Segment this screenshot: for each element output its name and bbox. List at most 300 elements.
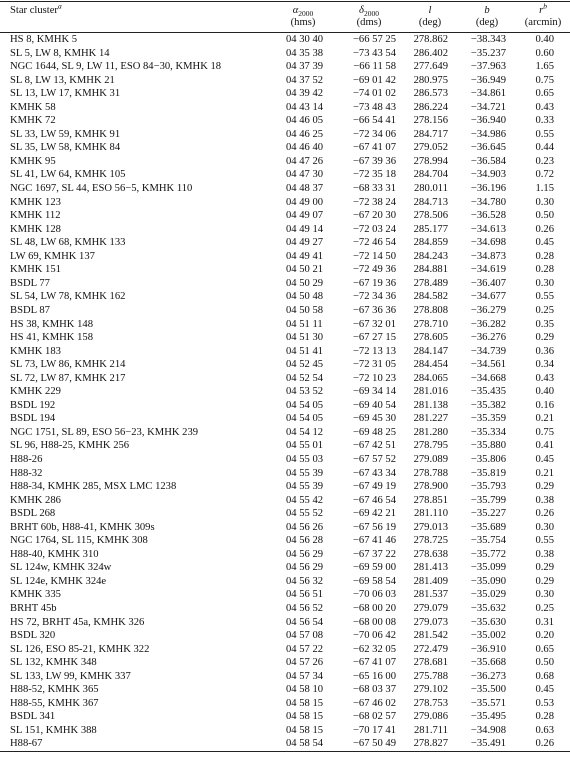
cell-b: −35.793 — [470, 481, 506, 493]
table-row — [0, 426, 570, 440]
cell-dec: −67 42 51 — [352, 440, 396, 452]
cell-dec: −72 34 36 — [352, 291, 396, 303]
cell-ra: 04 56 32 — [286, 575, 324, 587]
cell-cluster-name: KMHK 151 — [10, 264, 61, 276]
cell-l: 278.156 — [413, 115, 448, 127]
cell-radius: 0.28 — [535, 711, 554, 723]
cell-dec: −72 10 23 — [352, 372, 396, 384]
cell-b: −35.772 — [470, 548, 506, 560]
cell-l: 278.605 — [413, 332, 448, 344]
cell-b: −36.528 — [470, 210, 506, 222]
cell-b: −36.645 — [470, 142, 506, 154]
cell-dec: −68 02 57 — [352, 711, 396, 723]
cell-l: 280.975 — [413, 74, 448, 86]
cell-ra: 04 54 05 — [286, 413, 324, 425]
cell-ra: 04 46 05 — [286, 115, 324, 127]
cell-dec: −66 54 41 — [352, 115, 396, 127]
cell-b: −35.002 — [470, 630, 506, 642]
cell-b: −36.276 — [470, 332, 506, 344]
header-r-symbol: r — [539, 5, 544, 16]
cell-ra: 04 55 39 — [286, 467, 324, 479]
cell-cluster-name: KMHK 95 — [10, 155, 56, 167]
cell-ra: 04 57 34 — [286, 670, 324, 682]
cell-dec: −69 01 42 — [352, 74, 396, 86]
header-b — [458, 2, 516, 17]
table-row — [0, 561, 570, 575]
cell-b: −35.571 — [470, 697, 506, 709]
cell-radius: 0.30 — [535, 521, 554, 533]
cell-ra: 04 47 30 — [286, 169, 324, 181]
cell-dec: −72 34 06 — [352, 128, 396, 140]
cell-l: 278.638 — [413, 548, 448, 560]
header-name-unit — [0, 17, 270, 33]
cell-l: 284.717 — [413, 128, 448, 140]
cell-cluster-name: HS 8, KMHK 5 — [10, 34, 78, 46]
cell-l: 278.851 — [413, 494, 448, 506]
cell-ra: 04 58 54 — [270, 737, 336, 751]
table-row — [0, 439, 570, 453]
cell-l: 278.827 — [402, 737, 458, 751]
cell-cluster-name: SL 132, KMHK 348 — [10, 657, 97, 669]
cell-ra: 04 56 51 — [286, 589, 324, 601]
cell-b: −34.908 — [470, 724, 506, 736]
table-row — [0, 385, 570, 399]
cell-l: 284.881 — [413, 264, 448, 276]
cell-cluster-name: SL 5, LW 8, KMHK 14 — [10, 47, 110, 59]
cell-dec: −67 41 07 — [352, 142, 396, 154]
cell-b: −35.632 — [470, 602, 506, 614]
cell-b: −34.721 — [470, 101, 506, 113]
cell-radius: 0.40 — [535, 386, 554, 398]
cell-dec: −66 57 25 — [352, 34, 396, 46]
cell-cluster-name: BSDL 77 — [10, 277, 50, 289]
cell-radius: 0.38 — [535, 494, 554, 506]
cell-cluster-name: BSDL 341 — [10, 711, 56, 723]
cell-l: 279.102 — [413, 684, 448, 696]
cell-cluster-name: SL 96, H88-25, KMHK 256 — [10, 440, 130, 452]
cell-dec: −72 46 54 — [352, 237, 396, 249]
cell-b: −35.090 — [470, 575, 506, 587]
table-row — [0, 737, 570, 751]
cell-ra: 04 57 08 — [286, 630, 324, 642]
cell-l: 284.243 — [413, 250, 448, 262]
table-row — [0, 724, 570, 738]
cell-radius: 0.75 — [535, 426, 554, 438]
cell-l: 281.227 — [413, 413, 448, 425]
cell-radius: 0.55 — [535, 535, 554, 547]
header-r — [516, 2, 570, 17]
cell-l: 279.089 — [413, 453, 448, 465]
table-row — [0, 182, 570, 196]
cell-l: 281.537 — [413, 589, 448, 601]
table-row — [0, 277, 570, 291]
cell-l: 278.681 — [413, 657, 448, 669]
cell-b: −36.940 — [470, 115, 506, 127]
cell-ra: 04 39 42 — [286, 88, 324, 100]
table-row — [0, 467, 570, 481]
cell-cluster-name: SL 124w, KMHK 324w — [10, 562, 112, 574]
cell-cluster-name: SL 8, LW 13, KMHK 21 — [10, 74, 115, 86]
cell-b: −35.495 — [470, 711, 506, 723]
cell-l: 286.224 — [413, 101, 448, 113]
table-row — [0, 643, 570, 657]
cell-b: −35.382 — [470, 399, 506, 411]
table-row — [0, 304, 570, 318]
header-dec-unit: (dms) — [336, 17, 402, 33]
table-row — [0, 209, 570, 223]
cell-ra: 04 58 15 — [286, 697, 324, 709]
table-row — [0, 480, 570, 494]
header-l — [402, 2, 458, 17]
table-row — [0, 141, 570, 155]
table-row — [0, 697, 570, 711]
cell-ra: 04 56 28 — [286, 535, 324, 547]
cell-l: 272.479 — [413, 643, 448, 655]
cell-b: −34.619 — [470, 264, 506, 276]
table-row — [0, 372, 570, 386]
cell-cluster-name: NGC 1697, SL 44, ESO 56−5, KMHK 110 — [10, 183, 193, 195]
table-row — [0, 494, 570, 508]
cell-cluster-name: BRHT 45b — [10, 602, 57, 614]
cell-dec: −69 34 14 — [352, 386, 396, 398]
cell-l: 281.409 — [413, 575, 448, 587]
cell-l: 279.013 — [413, 521, 448, 533]
star-cluster-table — [0, 1, 570, 752]
cell-ra: 04 58 15 — [286, 724, 324, 736]
table-header — [0, 2, 570, 33]
header-dec-symbol: δ — [359, 5, 364, 16]
cell-cluster-name: KMHK 72 — [10, 115, 56, 127]
cell-dec: −67 56 19 — [352, 521, 396, 533]
cell-dec: −69 48 25 — [352, 426, 396, 438]
cell-cluster-name: BSDL 192 — [10, 399, 56, 411]
cell-b: −35.491 — [458, 737, 516, 751]
table-body — [0, 33, 570, 752]
cell-cluster-name: SL 151, KMHK 388 — [10, 724, 97, 736]
cell-radius: 0.45 — [535, 237, 554, 249]
cell-dec: −62 32 05 — [352, 643, 396, 655]
cell-ra: 04 56 26 — [286, 521, 324, 533]
cell-cluster-name: BSDL 194 — [10, 413, 56, 425]
cell-b: −35.630 — [470, 616, 506, 628]
cell-dec: −72 14 50 — [352, 250, 396, 262]
cell-b: −36.196 — [470, 183, 506, 195]
cell-radius: 0.30 — [535, 196, 554, 208]
cell-l: 278.900 — [413, 481, 448, 493]
cell-radius: 0.55 — [535, 291, 554, 303]
cell-cluster-name: SL 72, LW 87, KMHK 217 — [10, 372, 126, 384]
cell-l: 284.454 — [413, 359, 448, 371]
cell-cluster-name: KMHK 183 — [10, 345, 61, 357]
cell-dec: −65 16 00 — [352, 670, 396, 682]
table-row — [0, 670, 570, 684]
cell-b: −38.343 — [470, 34, 506, 46]
cell-ra: 04 56 52 — [286, 602, 324, 614]
header-star-cluster — [0, 2, 270, 17]
cell-b: −35.359 — [470, 413, 506, 425]
cell-b: −35.237 — [470, 47, 506, 59]
header-dec — [336, 2, 402, 17]
cell-l: 286.573 — [413, 88, 448, 100]
header-ra-symbol: α — [292, 5, 299, 16]
cell-radius: 0.16 — [535, 399, 554, 411]
cell-l: 279.052 — [413, 142, 448, 154]
cell-radius: 1.65 — [535, 61, 554, 73]
cell-radius: 0.68 — [535, 670, 554, 682]
cell-dec: −72 03 24 — [352, 223, 396, 235]
cell-l: 281.711 — [413, 724, 448, 736]
table-row — [0, 47, 570, 61]
cell-b: −36.407 — [470, 277, 506, 289]
header-ra-epoch: 2000 — [298, 9, 314, 19]
cell-dec: −67 57 52 — [352, 453, 396, 465]
cell-radius: 0.50 — [535, 210, 554, 222]
cell-radius: 0.29 — [535, 332, 554, 344]
cell-radius: 0.25 — [535, 602, 554, 614]
cell-cluster-name: SL 48, LW 68, KMHK 133 — [10, 237, 126, 249]
table-row — [0, 236, 570, 250]
cell-l: 281.542 — [413, 630, 448, 642]
table-row — [0, 616, 570, 630]
cell-l: 279.073 — [413, 616, 448, 628]
table-row — [0, 453, 570, 467]
cell-dec: −74 01 02 — [352, 88, 396, 100]
cell-cluster-name: NGC 1751, SL 89, ESO 56−23, KMHK 239 — [10, 426, 199, 438]
cell-ra: 04 55 52 — [286, 508, 324, 520]
cell-radius: 0.31 — [535, 616, 554, 628]
cell-ra: 04 37 52 — [286, 74, 324, 86]
cell-dec: −67 37 22 — [352, 548, 396, 560]
table-row — [0, 588, 570, 602]
cell-radius: 0.53 — [535, 697, 554, 709]
cell-b: −36.282 — [470, 318, 506, 330]
cell-l: 284.859 — [413, 237, 448, 249]
cell-dec: −69 45 30 — [352, 413, 396, 425]
cell-l: 286.402 — [413, 47, 448, 59]
cell-l: 275.788 — [413, 670, 448, 682]
cell-l: 278.795 — [413, 440, 448, 452]
cell-cluster-name: BRHT 60b, H88-41, KMHK 309s — [10, 521, 155, 533]
cell-b: −36.279 — [470, 304, 506, 316]
cell-l: 278.994 — [413, 155, 448, 167]
cell-dec: −67 39 36 — [352, 155, 396, 167]
table-row — [0, 534, 570, 548]
header-ra-unit: (hms) — [270, 17, 336, 33]
cell-radius: 0.28 — [535, 264, 554, 276]
cell-b: −34.739 — [470, 345, 506, 357]
cell-ra: 04 49 00 — [286, 196, 324, 208]
table-row — [0, 60, 570, 74]
cell-cluster-name: HS 41, KMHK 158 — [10, 332, 93, 344]
table-row — [0, 290, 570, 304]
cell-l: 281.110 — [413, 508, 448, 520]
cell-l: 278.489 — [413, 277, 448, 289]
cell-cluster-name: SL 124e, KMHK 324e — [10, 575, 107, 587]
cell-radius: 0.38 — [535, 548, 554, 560]
cell-dec: −69 40 54 — [352, 399, 396, 411]
cell-cluster-name: H88-32 — [10, 467, 43, 479]
cell-dec: −67 27 15 — [352, 332, 396, 344]
cell-ra: 04 46 25 — [286, 128, 324, 140]
cell-radius: 0.40 — [535, 34, 554, 46]
table-row — [0, 548, 570, 562]
cell-cluster-name: KMHK 58 — [10, 101, 56, 113]
cell-dec: −67 19 36 — [352, 277, 396, 289]
cell-b: −35.668 — [470, 657, 506, 669]
cell-cluster-name: H88-52, KMHK 365 — [10, 684, 99, 696]
cell-dec: −66 11 58 — [353, 61, 396, 73]
table-row — [0, 575, 570, 589]
cell-ra: 04 35 38 — [286, 47, 324, 59]
header-r-footnote: b — [543, 1, 547, 11]
cell-l: 284.704 — [413, 169, 448, 181]
table-row — [0, 87, 570, 101]
cell-ra: 04 49 41 — [286, 250, 324, 262]
cell-dec: −68 03 37 — [352, 684, 396, 696]
cell-radius: 0.26 — [535, 223, 554, 235]
cell-dec: −67 46 02 — [352, 697, 396, 709]
cell-radius: 0.50 — [535, 657, 554, 669]
cell-radius: 1.15 — [535, 183, 554, 195]
cell-cluster-name: KMHK 335 — [10, 589, 61, 601]
cell-ra: 04 51 11 — [286, 318, 323, 330]
cell-l: 284.582 — [413, 291, 448, 303]
cell-ra: 04 51 41 — [286, 345, 324, 357]
cell-radius: 0.29 — [535, 575, 554, 587]
cell-b: −34.780 — [470, 196, 506, 208]
cell-dec: −67 46 54 — [352, 494, 396, 506]
cell-ra: 04 56 29 — [286, 548, 324, 560]
cell-ra: 04 58 10 — [286, 684, 324, 696]
table-row — [0, 317, 570, 331]
cell-b: −35.099 — [470, 562, 506, 574]
cell-ra: 04 58 15 — [286, 711, 324, 723]
header-b-symbol: b — [484, 5, 490, 16]
cell-l: 284.713 — [413, 196, 448, 208]
cell-b: −34.873 — [470, 250, 506, 262]
cell-cluster-name: LW 69, KMHK 137 — [10, 250, 95, 262]
table-row — [0, 602, 570, 616]
cell-b: −36.949 — [470, 74, 506, 86]
cell-b: −34.986 — [470, 128, 506, 140]
cell-b: −34.677 — [470, 291, 506, 303]
cell-ra: 04 50 58 — [286, 304, 324, 316]
cell-dec: −68 33 31 — [352, 183, 396, 195]
table-row — [0, 114, 570, 128]
cell-ra: 04 50 48 — [286, 291, 324, 303]
cell-l: 281.413 — [413, 562, 448, 574]
cell-l: 281.138 — [413, 399, 448, 411]
table-row — [0, 168, 570, 182]
header-l-symbol: l — [428, 5, 432, 16]
table-row — [0, 683, 570, 697]
cell-b: −36.273 — [470, 670, 506, 682]
cell-ra: 04 52 45 — [286, 359, 324, 371]
table-row — [0, 710, 570, 724]
cell-dec: −72 38 24 — [352, 196, 396, 208]
cell-ra: 04 49 27 — [286, 237, 324, 249]
cell-radius: 0.43 — [535, 372, 554, 384]
cell-dec: −68 00 08 — [352, 616, 396, 628]
cell-ra: 04 56 54 — [286, 616, 324, 628]
cell-ra: 04 37 39 — [286, 61, 324, 73]
cell-b: −35.880 — [470, 440, 506, 452]
cell-radius: 0.44 — [535, 142, 554, 154]
cell-cluster-name: KMHK 123 — [10, 196, 61, 208]
cell-cluster-name: SL 133, LW 99, KMHK 337 — [10, 670, 131, 682]
cell-dec: −69 58 54 — [352, 575, 396, 587]
cell-radius: 0.30 — [535, 277, 554, 289]
cell-l: 278.710 — [413, 318, 448, 330]
cell-b: −35.799 — [470, 494, 506, 506]
cell-radius: 0.35 — [535, 318, 554, 330]
cell-radius: 0.75 — [535, 74, 554, 86]
cell-radius: 0.29 — [535, 481, 554, 493]
header-r-unit: (arcmin) — [516, 17, 570, 33]
cell-b: −34.561 — [470, 359, 506, 371]
cell-l: 278.788 — [413, 467, 448, 479]
header-l-unit: (deg) — [402, 17, 458, 33]
cell-b: −35.334 — [470, 426, 506, 438]
cell-cluster-name: SL 35, LW 58, KMHK 84 — [10, 142, 121, 154]
cell-l: 280.011 — [413, 183, 448, 195]
cell-radius: 0.45 — [535, 684, 554, 696]
table-row — [0, 263, 570, 277]
cell-b: −35.689 — [470, 521, 506, 533]
cell-l: 278.808 — [413, 304, 448, 316]
cell-l: 279.079 — [413, 602, 448, 614]
cell-cluster-name: H88-34, KMHK 285, MSX LMC 1238 — [10, 481, 177, 493]
cell-radius: 0.41 — [535, 440, 554, 452]
cell-ra: 04 50 29 — [286, 277, 324, 289]
cell-ra: 04 57 26 — [286, 657, 324, 669]
cell-radius: 0.55 — [535, 128, 554, 140]
header-star-cluster-footnote: a — [57, 1, 62, 11]
cell-b: −34.668 — [470, 372, 506, 384]
cell-dec: −67 20 30 — [352, 210, 396, 222]
cell-dec: −67 36 36 — [352, 304, 396, 316]
cell-ra: 04 54 05 — [286, 399, 324, 411]
cell-dec: −70 06 03 — [352, 589, 396, 601]
cell-radius: 0.26 — [535, 508, 554, 520]
cell-cluster-name: H88-26 — [10, 453, 43, 465]
table-row — [0, 223, 570, 237]
cell-ra: 04 55 39 — [286, 481, 324, 493]
cell-radius: 0.30 — [535, 589, 554, 601]
cell-cluster-name: H88-40, KMHK 310 — [10, 548, 99, 560]
cell-cluster-name: NGC 1764, SL 115, KMHK 308 — [10, 535, 148, 547]
cell-radius: 0.33 — [535, 115, 554, 127]
cell-l: 278.753 — [413, 697, 448, 709]
table-row — [0, 412, 570, 426]
cell-cluster-name: SL 73, LW 86, KMHK 214 — [10, 359, 126, 371]
cell-radius: 0.72 — [535, 169, 554, 181]
cell-l: 284.147 — [413, 345, 448, 357]
cell-ra: 04 56 29 — [286, 562, 324, 574]
cell-cluster-name: KMHK 229 — [10, 386, 61, 398]
cell-b: −35.029 — [470, 589, 506, 601]
cell-cluster-name: KMHK 112 — [10, 210, 61, 222]
cell-l: 284.065 — [413, 372, 448, 384]
header-star-cluster-label: Star cluster — [10, 5, 58, 16]
cell-ra: 04 30 40 — [286, 34, 324, 46]
header-dec-epoch: 2000 — [363, 9, 379, 19]
cell-radius: 0.36 — [535, 345, 554, 357]
cell-dec: −67 49 19 — [352, 481, 396, 493]
cell-dec: −72 35 18 — [352, 169, 396, 181]
cell-cluster-name: BSDL 268 — [10, 508, 56, 520]
cell-cluster-name: H88-67 — [0, 737, 270, 751]
